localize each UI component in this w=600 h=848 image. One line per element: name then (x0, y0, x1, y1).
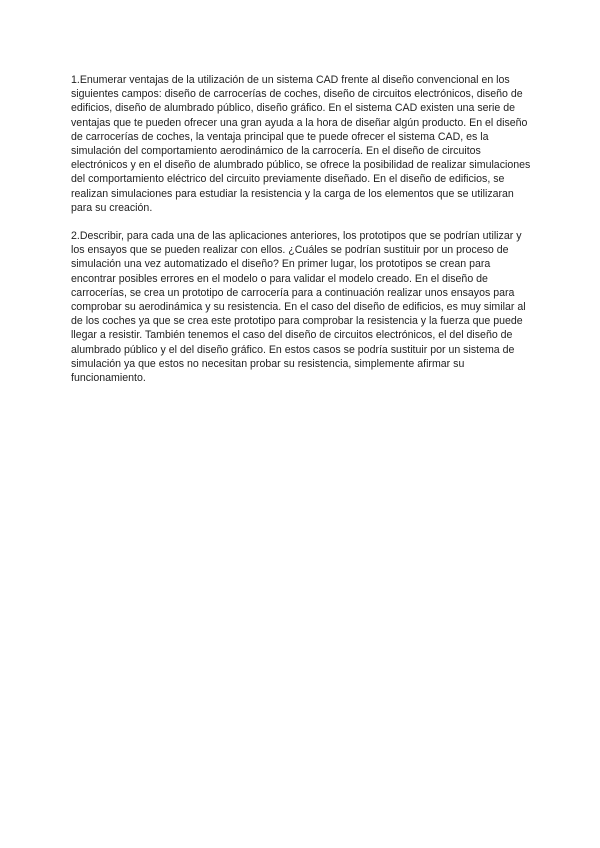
document-body (71, 73, 531, 399)
paragraph-question-2: 2.Describir, para cada una de las aplicaciones anteriores, los prototipos que se podrían utilizar y los ensayos que se pueden realizar con ellos. ¿Cuáles se podrían sustituir por un proceso de simulación una vez automatizado el diseño? En primer lugar, los prototipos se crean para encontrar posibles errores en el modelo o para validar el modelo creado. En el diseño de carrocerías, se crea un prototipo de carrocería para a continuación realizar unos ensayos para comprobar su aerodinámica y su resistencia. En el caso del diseño de edificios, es muy similar al de los coches ya que se crea este prototipo para comprobar la resistencia y la fuerza que puede llegar a resistir. También tenemos el caso del diseño de circuitos electrónicos, el del diseño de alumbrado público y el del diseño gráfico. En estos casos se podría sustituir por un sistema de simulación ya que estos no necesitan probar su resistencia, simplemente afirmar su funcionamiento. (71, 230, 526, 385)
paragraph-question-1: 1.Enumerar ventajas de la utilización de un sistema CAD frente al diseño convencional en los siguientes campos: diseño de carrocerías de coches, diseño de circuitos electrónicos, diseño de edificios, diseño de alumbrado público, diseño gráfico. En el sistema CAD existen una serie de ventajas que te pueden ofrecer una gran ayuda a la hora de diseñar algún producto. En el diseño de carrocerías de coches, la ventaja principal que te puede ofrecer el sistema CAD, es la simulación del comportamiento aerodinámico de la carrocería. En el diseño de circuitos electrónicos y en el diseño de alumbrado público, se ofrece la posibilidad de realizar simulaciones del comportamiento eléctrico del circuito previamente diseñado. En el diseño de edificios, se realizan simulaciones para estudiar la resistencia y la carga de los elementos que se utilizaran para su creación. (71, 74, 531, 214)
